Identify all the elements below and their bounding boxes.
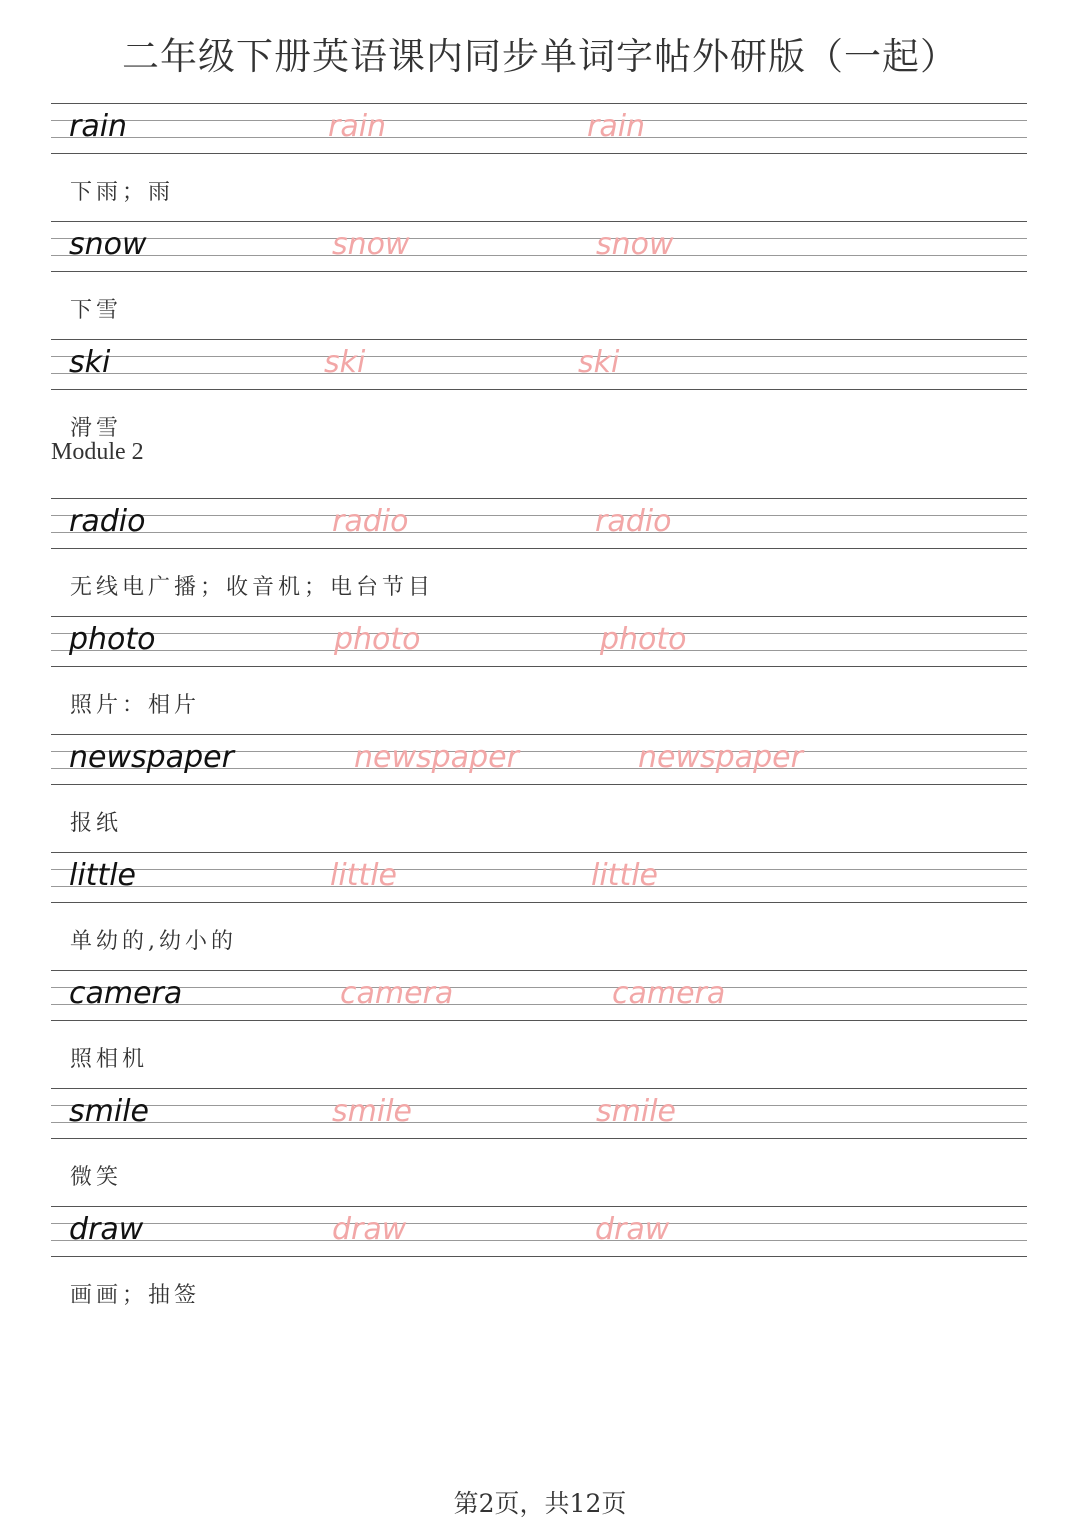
trace-word-2: little: [591, 858, 658, 893]
word-meaning: 照片：相片: [70, 693, 201, 718]
trace-word-2: camera: [612, 976, 726, 1011]
word-meaning: 单幼的,幼小的: [70, 929, 237, 954]
word-meaning: 照相机: [70, 1047, 149, 1072]
trace-word-2: photo: [600, 622, 687, 657]
word-text: radio: [69, 504, 146, 539]
writing-lines: [51, 616, 1027, 668]
module-heading: Module 2: [51, 439, 144, 465]
word-meaning: 下雨；雨: [70, 180, 175, 205]
trace-word-1: snow: [332, 227, 410, 262]
trace-word-2: snow: [596, 227, 674, 262]
word-entry-draw: [51, 1206, 1027, 1324]
trace-word-1: newspaper: [354, 740, 519, 775]
writing-lines: [51, 1206, 1027, 1258]
trace-word-2: ski: [578, 345, 620, 380]
word-text: camera: [69, 976, 183, 1011]
word-text: ski: [69, 345, 111, 380]
writing-lines: [51, 103, 1027, 155]
trace-word-1: camera: [340, 976, 454, 1011]
trace-word-1: draw: [332, 1212, 407, 1247]
word-entry-smile: [51, 1088, 1027, 1206]
writing-lines: [51, 498, 1027, 550]
trace-word-1: little: [330, 858, 397, 893]
word-entry-photo: [51, 616, 1027, 734]
word-entry-rain: [51, 103, 1027, 221]
trace-word-1: smile: [332, 1094, 412, 1129]
word-text: snow: [69, 227, 147, 262]
trace-word-2: rain: [587, 109, 646, 144]
word-entry-newspaper: [51, 734, 1027, 852]
writing-lines: [51, 1088, 1027, 1140]
trace-word-2: radio: [595, 504, 672, 539]
writing-lines: [51, 339, 1027, 391]
trace-word-2: draw: [595, 1212, 670, 1247]
word-text: newspaper: [69, 740, 234, 775]
word-text: smile: [69, 1094, 149, 1129]
trace-word-1: rain: [328, 109, 387, 144]
writing-lines: [51, 221, 1027, 273]
word-text: rain: [69, 109, 128, 144]
word-entry-snow: [51, 221, 1027, 339]
word-entry-little: [51, 852, 1027, 970]
trace-word-2: smile: [596, 1094, 676, 1129]
trace-word-1: photo: [334, 622, 421, 657]
word-meaning: 画画；抽签: [70, 1283, 201, 1308]
word-entry-ski: [51, 339, 1027, 498]
trace-word-1: radio: [332, 504, 409, 539]
word-meaning: 下雪: [70, 298, 123, 323]
page-number: 第2页，共12页: [453, 1489, 627, 1518]
word-entry-camera: [51, 970, 1027, 1088]
word-entry-radio: [51, 498, 1027, 616]
word-text: draw: [69, 1212, 144, 1247]
writing-lines: [51, 852, 1027, 904]
word-meaning: 滑雪: [70, 416, 123, 441]
word-text: photo: [69, 622, 156, 657]
page-title: 二年级下册英语课内同步单词字帖外研版（一起）: [122, 35, 958, 78]
word-text: little: [69, 858, 136, 893]
trace-word-2: newspaper: [638, 740, 803, 775]
word-list: [51, 103, 1027, 1324]
writing-lines: [51, 970, 1027, 1022]
word-meaning: 报纸: [70, 811, 123, 836]
trace-word-1: ski: [324, 345, 366, 380]
word-meaning: 微笑: [70, 1165, 123, 1190]
word-meaning: 无线电广播；收音机；电台节目: [70, 575, 435, 600]
